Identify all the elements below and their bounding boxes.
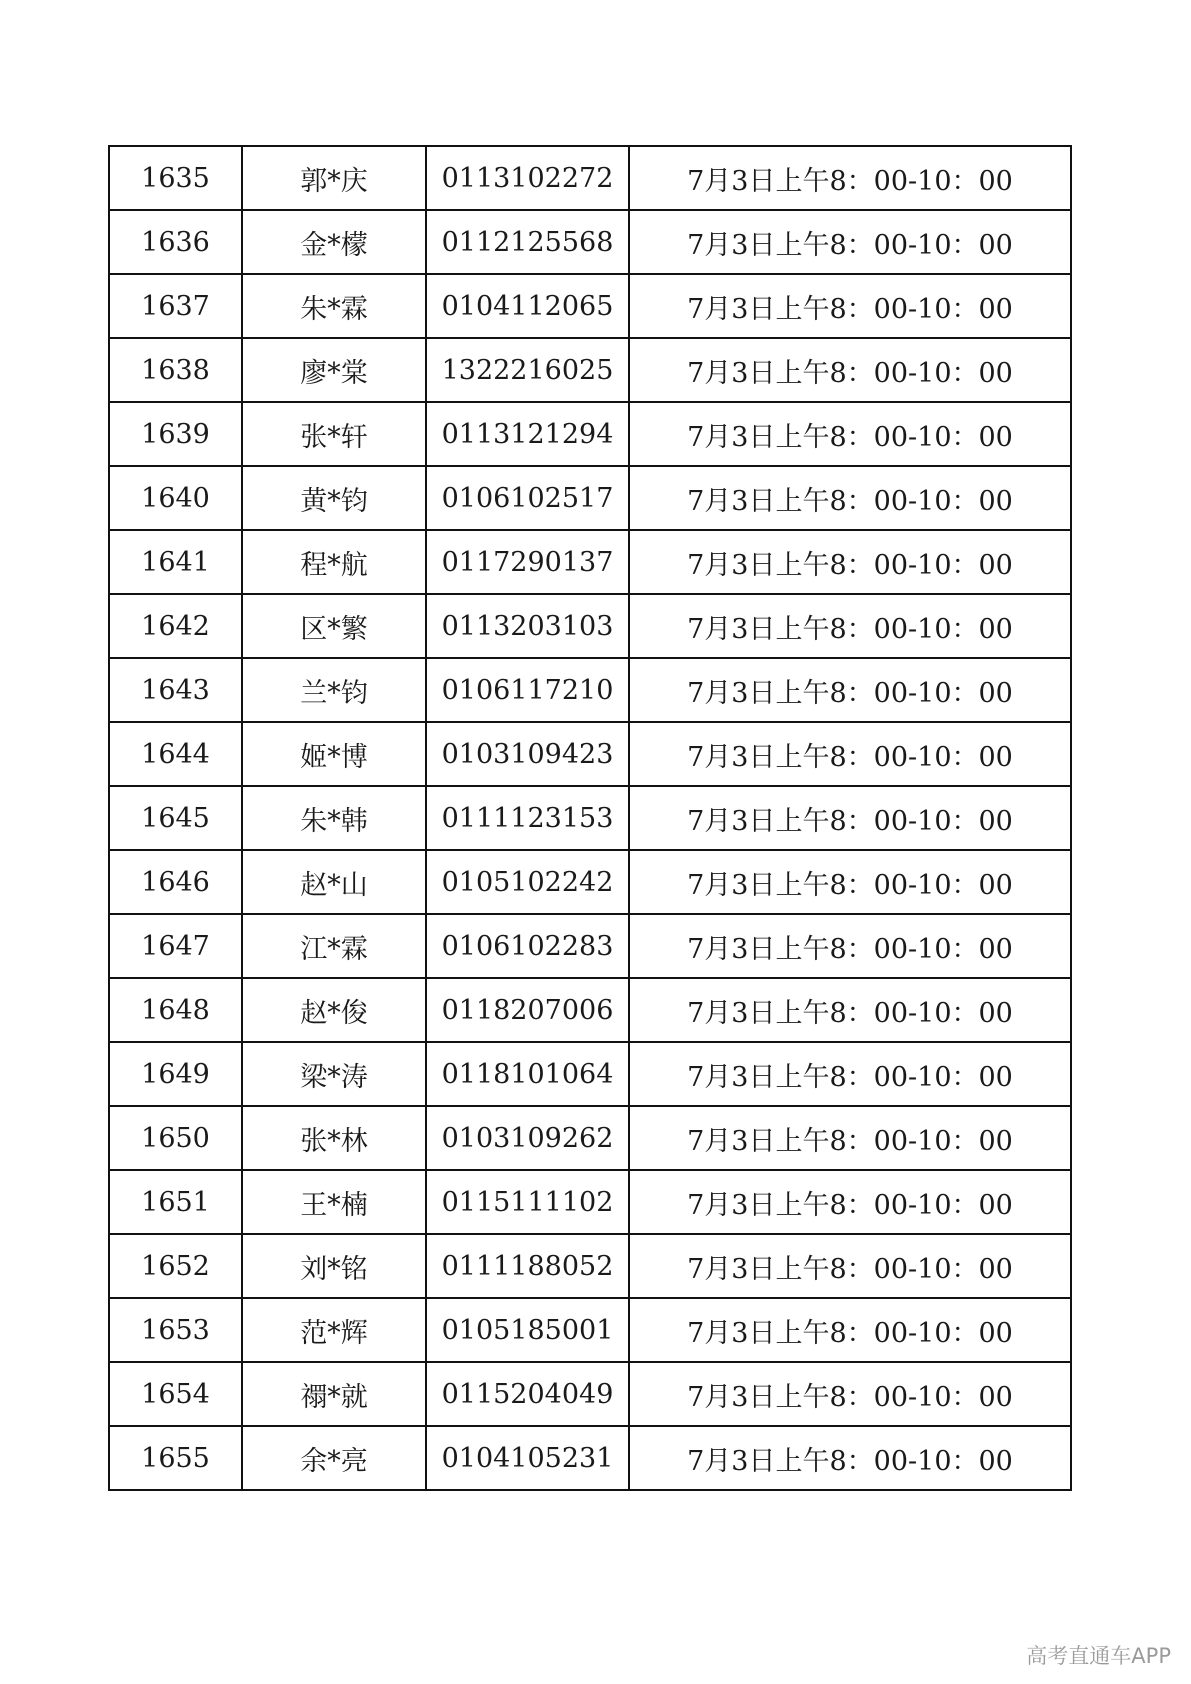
table-row: [109, 1234, 1071, 1298]
id-cell: 0111188052: [426, 1234, 629, 1298]
name-cell: 郭*庆: [242, 146, 426, 210]
id-cell: 0113121294: [426, 402, 629, 466]
seq-cell: 1652: [109, 1234, 242, 1298]
id-cell: 0113203103: [426, 594, 629, 658]
seq-cell: 1655: [109, 1426, 242, 1490]
table-row: [109, 1170, 1071, 1234]
seq-cell: 1643: [109, 658, 242, 722]
table-row: [109, 1106, 1071, 1170]
time-cell: 7月3日上午8：00-10：00: [629, 274, 1071, 338]
name-cell: 廖*棠: [242, 338, 426, 402]
id-cell: 0105185001: [426, 1298, 629, 1362]
table-row: [109, 210, 1071, 274]
id-cell: 0105102242: [426, 850, 629, 914]
watermark-text: 高考直通车APP: [1026, 1644, 1171, 1668]
id-cell: 0115111102: [426, 1170, 629, 1234]
time-cell: 7月3日上午8：00-10：00: [629, 978, 1071, 1042]
name-cell: 朱*霖: [242, 274, 426, 338]
time-cell: 7月3日上午8：00-10：00: [629, 1042, 1071, 1106]
id-cell: 0106102517: [426, 466, 629, 530]
seq-cell: 1639: [109, 402, 242, 466]
name-cell: 赵*俊: [242, 978, 426, 1042]
time-cell: 7月3日上午8：00-10：00: [629, 146, 1071, 210]
table-row: [109, 146, 1071, 210]
table-row: [109, 658, 1071, 722]
id-cell: 0103109423: [426, 722, 629, 786]
time-cell: 7月3日上午8：00-10：00: [629, 1106, 1071, 1170]
table-row: [109, 1426, 1071, 1490]
seq-cell: 1646: [109, 850, 242, 914]
table-row: [109, 722, 1071, 786]
seq-cell: 1641: [109, 530, 242, 594]
roster-table-container: [108, 145, 1072, 1491]
name-cell: 禤*就: [242, 1362, 426, 1426]
name-cell: 王*楠: [242, 1170, 426, 1234]
seq-cell: 1645: [109, 786, 242, 850]
table-row: [109, 786, 1071, 850]
name-cell: 兰*钧: [242, 658, 426, 722]
id-cell: 0118101064: [426, 1042, 629, 1106]
id-cell: 0118207006: [426, 978, 629, 1042]
seq-cell: 1637: [109, 274, 242, 338]
time-cell: 7月3日上午8：00-10：00: [629, 850, 1071, 914]
id-cell: 0103109262: [426, 1106, 629, 1170]
id-cell: 1322216025: [426, 338, 629, 402]
id-cell: 0111123153: [426, 786, 629, 850]
table-row: [109, 850, 1071, 914]
seq-cell: 1647: [109, 914, 242, 978]
name-cell: 江*霖: [242, 914, 426, 978]
seq-cell: 1654: [109, 1362, 242, 1426]
table-row: [109, 530, 1071, 594]
seq-cell: 1653: [109, 1298, 242, 1362]
seq-cell: 1636: [109, 210, 242, 274]
roster-table: [108, 145, 1072, 1491]
table-row: [109, 402, 1071, 466]
table-row: [109, 466, 1071, 530]
id-cell: 0106102283: [426, 914, 629, 978]
seq-cell: 1642: [109, 594, 242, 658]
table-row: [109, 978, 1071, 1042]
seq-cell: 1649: [109, 1042, 242, 1106]
table-row: [109, 1298, 1071, 1362]
id-cell: 0115204049: [426, 1362, 629, 1426]
name-cell: 区*繁: [242, 594, 426, 658]
id-cell: 0112125568: [426, 210, 629, 274]
time-cell: 7月3日上午8：00-10：00: [629, 594, 1071, 658]
table-row: [109, 274, 1071, 338]
roster-table-body: [109, 146, 1071, 1490]
seq-cell: 1635: [109, 146, 242, 210]
seq-cell: 1650: [109, 1106, 242, 1170]
time-cell: 7月3日上午8：00-10：00: [629, 658, 1071, 722]
table-row: [109, 594, 1071, 658]
seq-cell: 1638: [109, 338, 242, 402]
seq-cell: 1644: [109, 722, 242, 786]
name-cell: 刘*铭: [242, 1234, 426, 1298]
seq-cell: 1651: [109, 1170, 242, 1234]
table-row: [109, 1362, 1071, 1426]
name-cell: 张*林: [242, 1106, 426, 1170]
time-cell: 7月3日上午8：00-10：00: [629, 1362, 1071, 1426]
id-cell: 0117290137: [426, 530, 629, 594]
id-cell: 0106117210: [426, 658, 629, 722]
time-cell: 7月3日上午8：00-10：00: [629, 466, 1071, 530]
time-cell: 7月3日上午8：00-10：00: [629, 1298, 1071, 1362]
table-row: [109, 338, 1071, 402]
time-cell: 7月3日上午8：00-10：00: [629, 914, 1071, 978]
name-cell: 余*亮: [242, 1426, 426, 1490]
name-cell: 金*檬: [242, 210, 426, 274]
name-cell: 梁*涛: [242, 1042, 426, 1106]
name-cell: 朱*韩: [242, 786, 426, 850]
time-cell: 7月3日上午8：00-10：00: [629, 786, 1071, 850]
time-cell: 7月3日上午8：00-10：00: [629, 1170, 1071, 1234]
id-cell: 0104112065: [426, 274, 629, 338]
time-cell: 7月3日上午8：00-10：00: [629, 210, 1071, 274]
table-row: [109, 1042, 1071, 1106]
seq-cell: 1648: [109, 978, 242, 1042]
name-cell: 张*轩: [242, 402, 426, 466]
name-cell: 程*航: [242, 530, 426, 594]
seq-cell: 1640: [109, 466, 242, 530]
time-cell: 7月3日上午8：00-10：00: [629, 722, 1071, 786]
table-row: [109, 914, 1071, 978]
name-cell: 姬*博: [242, 722, 426, 786]
time-cell: 7月3日上午8：00-10：00: [629, 1234, 1071, 1298]
name-cell: 黄*钧: [242, 466, 426, 530]
time-cell: 7月3日上午8：00-10：00: [629, 338, 1071, 402]
id-cell: 0104105231: [426, 1426, 629, 1490]
name-cell: 赵*山: [242, 850, 426, 914]
name-cell: 范*辉: [242, 1298, 426, 1362]
time-cell: 7月3日上午8：00-10：00: [629, 1426, 1071, 1490]
id-cell: 0113102272: [426, 146, 629, 210]
time-cell: 7月3日上午8：00-10：00: [629, 402, 1071, 466]
time-cell: 7月3日上午8：00-10：00: [629, 530, 1071, 594]
